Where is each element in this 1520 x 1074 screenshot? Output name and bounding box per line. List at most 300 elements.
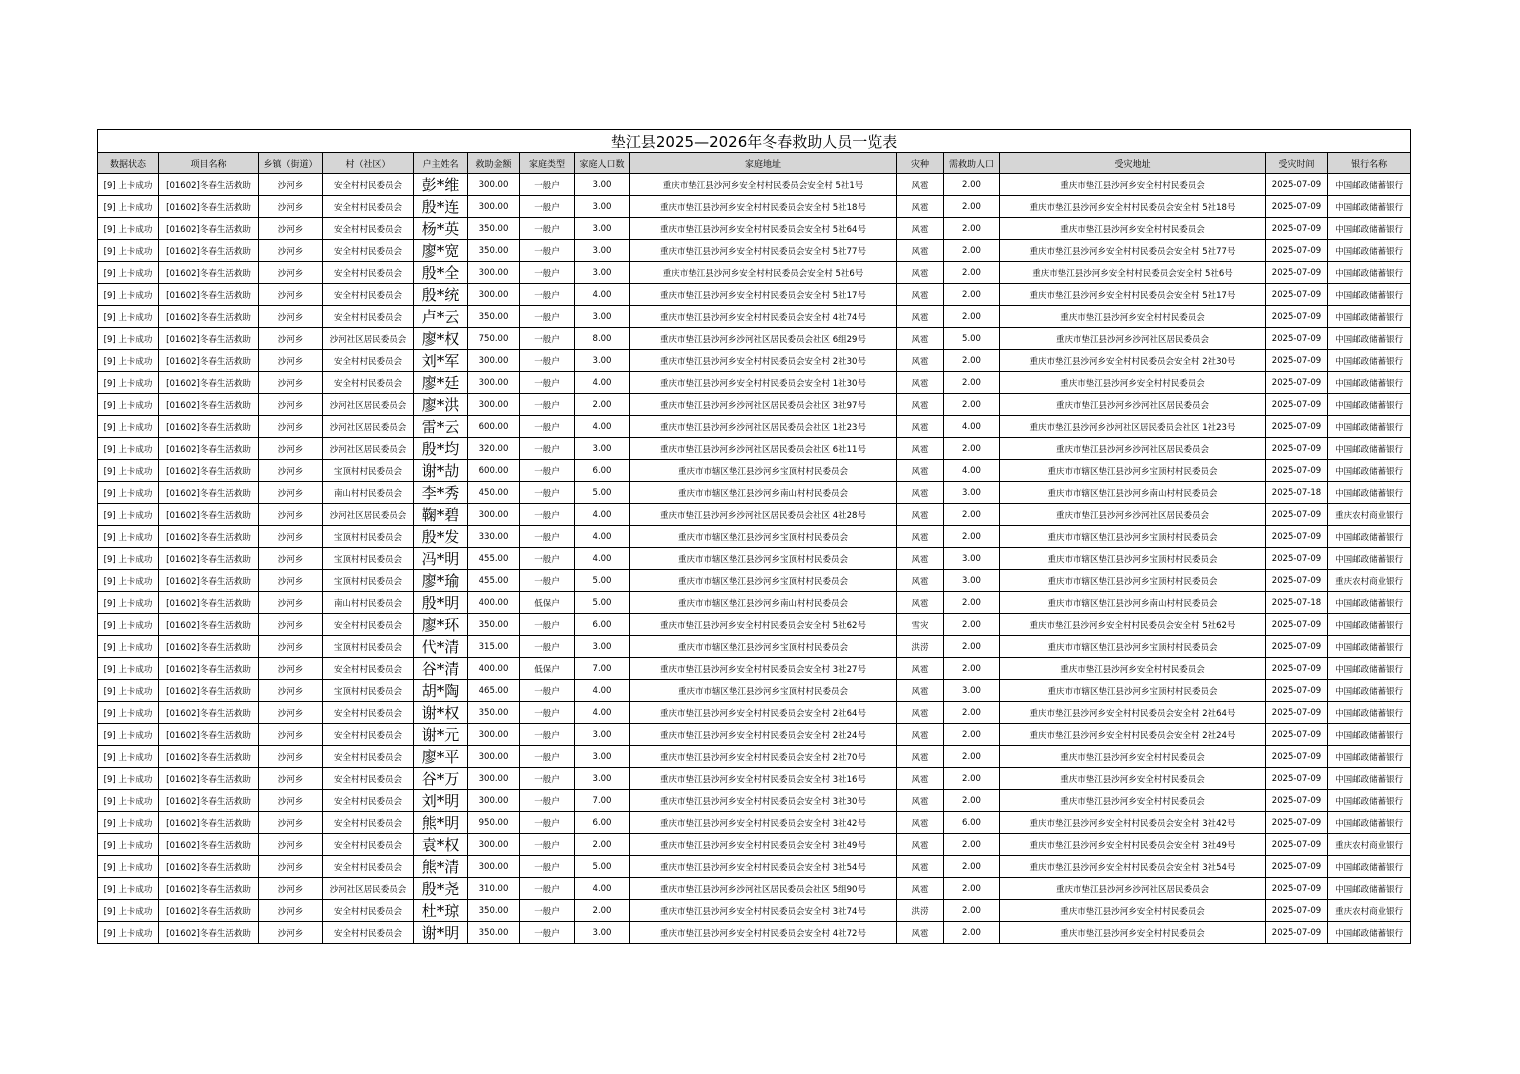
household-type-cell: 一般户 <box>520 328 575 350</box>
table-row <box>98 570 1411 592</box>
village-cell: 沙河社区居民委员会 <box>323 394 414 416</box>
project-cell: [01602]冬春生活救助 <box>159 834 259 856</box>
village-cell: 安全村村民委员会 <box>323 746 414 768</box>
household-size-cell: 3.00 <box>575 438 630 460</box>
bank-name-cell: 中国邮政储蓄银行 <box>1328 856 1411 878</box>
project-cell: [01602]冬春生活救助 <box>159 746 259 768</box>
status-cell: [9] 上卡成功 <box>98 328 159 350</box>
township-cell: 沙河乡 <box>259 900 323 922</box>
township-cell: 沙河乡 <box>259 416 323 438</box>
household-size-cell: 6.00 <box>575 812 630 834</box>
status-cell: [9] 上卡成功 <box>98 658 159 680</box>
table-row <box>98 218 1411 240</box>
household-size-cell: 2.00 <box>575 394 630 416</box>
disaster-date-cell: 2025-07-09 <box>1266 768 1328 790</box>
disaster-date-cell: 2025-07-09 <box>1266 196 1328 218</box>
aid-population-cell: 2.00 <box>944 834 1000 856</box>
household-type-cell: 一般户 <box>520 218 575 240</box>
village-cell: 沙河社区居民委员会 <box>323 504 414 526</box>
amount-cell: 300.00 <box>468 394 520 416</box>
home-address-cell: 重庆市垫江县沙河乡安全村村民委员会安全村 5社62号 <box>630 614 897 636</box>
disaster-type-cell: 雪灾 <box>897 614 944 636</box>
amount-cell: 300.00 <box>468 350 520 372</box>
status-cell: [9] 上卡成功 <box>98 636 159 658</box>
disaster-address-cell: 重庆市市辖区垫江县沙河乡宝顶村村民委员会 <box>1000 570 1266 592</box>
disaster-type-cell: 洪涝 <box>897 900 944 922</box>
township-cell: 沙河乡 <box>259 746 323 768</box>
aid-population-cell: 2.00 <box>944 394 1000 416</box>
village-cell: 沙河社区居民委员会 <box>323 328 414 350</box>
bank-name-cell: 中国邮政储蓄银行 <box>1328 724 1411 746</box>
aid-population-cell: 2.00 <box>944 262 1000 284</box>
table-row <box>98 680 1411 702</box>
amount-cell: 300.00 <box>468 196 520 218</box>
disaster-type-cell: 风雹 <box>897 790 944 812</box>
disaster-type-cell: 风雹 <box>897 526 944 548</box>
disaster-type-cell: 风雹 <box>897 284 944 306</box>
disaster-address-cell: 重庆市垫江县沙河乡沙河社区居民委员会 <box>1000 394 1266 416</box>
table-row <box>98 724 1411 746</box>
disaster-address-cell: 重庆市垫江县沙河乡沙河社区居民委员会社区 1社23号 <box>1000 416 1266 438</box>
bank-name-cell: 中国邮政储蓄银行 <box>1328 702 1411 724</box>
home-address-cell: 重庆市垫江县沙河乡安全村村民委员会安全村 3社54号 <box>630 856 897 878</box>
project-cell: [01602]冬春生活救助 <box>159 614 259 636</box>
project-cell: [01602]冬春生活救助 <box>159 240 259 262</box>
home-address-cell: 重庆市市辖区垫江县沙河乡宝顶村村民委员会 <box>630 526 897 548</box>
disaster-address-cell: 重庆市垫江县沙河乡安全村村民委员会安全村 5社62号 <box>1000 614 1266 636</box>
township-cell: 沙河乡 <box>259 878 323 900</box>
table-row <box>98 504 1411 526</box>
householder-name-cell: 杨*英 <box>414 218 468 240</box>
aid-population-cell: 2.00 <box>944 592 1000 614</box>
bank-name-cell: 中国邮政储蓄银行 <box>1328 526 1411 548</box>
household-size-cell: 3.00 <box>575 746 630 768</box>
aid-population-cell: 2.00 <box>944 702 1000 724</box>
household-type-cell: 一般户 <box>520 790 575 812</box>
disaster-date-cell: 2025-07-09 <box>1266 306 1328 328</box>
disaster-date-cell: 2025-07-09 <box>1266 416 1328 438</box>
project-cell: [01602]冬春生活救助 <box>159 416 259 438</box>
disaster-date-cell: 2025-07-09 <box>1266 746 1328 768</box>
household-size-cell: 2.00 <box>575 900 630 922</box>
household-type-cell: 一般户 <box>520 240 575 262</box>
table-row <box>98 328 1411 350</box>
column-header: 受灾地址 <box>1000 153 1266 174</box>
status-cell: [9] 上卡成功 <box>98 350 159 372</box>
householder-name-cell: 谢*元 <box>414 724 468 746</box>
project-cell: [01602]冬春生活救助 <box>159 856 259 878</box>
aid-population-cell: 2.00 <box>944 900 1000 922</box>
village-cell: 安全村村民委员会 <box>323 702 414 724</box>
home-address-cell: 重庆市市辖区垫江县沙河乡宝顶村村民委员会 <box>630 680 897 702</box>
household-type-cell: 一般户 <box>520 812 575 834</box>
amount-cell: 350.00 <box>468 922 520 944</box>
project-cell: [01602]冬春生活救助 <box>159 548 259 570</box>
status-cell: [9] 上卡成功 <box>98 812 159 834</box>
status-cell: [9] 上卡成功 <box>98 878 159 900</box>
home-address-cell: 重庆市垫江县沙河乡安全村村民委员会安全村 3社16号 <box>630 768 897 790</box>
household-size-cell: 3.00 <box>575 768 630 790</box>
amount-cell: 950.00 <box>468 812 520 834</box>
household-size-cell: 3.00 <box>575 636 630 658</box>
disaster-date-cell: 2025-07-09 <box>1266 724 1328 746</box>
disaster-address-cell: 重庆市垫江县沙河乡安全村村民委员会 <box>1000 372 1266 394</box>
household-size-cell: 3.00 <box>575 350 630 372</box>
table-row <box>98 372 1411 394</box>
status-cell: [9] 上卡成功 <box>98 724 159 746</box>
household-type-cell: 一般户 <box>520 174 575 196</box>
table-row <box>98 922 1411 944</box>
amount-cell: 300.00 <box>468 372 520 394</box>
township-cell: 沙河乡 <box>259 680 323 702</box>
aid-population-cell: 2.00 <box>944 306 1000 328</box>
status-cell: [9] 上卡成功 <box>98 394 159 416</box>
household-size-cell: 5.00 <box>575 570 630 592</box>
householder-name-cell: 谢*权 <box>414 702 468 724</box>
aid-population-cell: 2.00 <box>944 878 1000 900</box>
household-type-cell: 一般户 <box>520 680 575 702</box>
amount-cell: 350.00 <box>468 306 520 328</box>
column-header: 家庭人口数 <box>575 153 630 174</box>
bank-name-cell: 中国邮政储蓄银行 <box>1328 174 1411 196</box>
disaster-type-cell: 风雹 <box>897 570 944 592</box>
disaster-address-cell: 重庆市垫江县沙河乡沙河社区居民委员会 <box>1000 504 1266 526</box>
village-cell: 沙河社区居民委员会 <box>323 438 414 460</box>
village-cell: 安全村村民委员会 <box>323 350 414 372</box>
township-cell: 沙河乡 <box>259 592 323 614</box>
column-header: 家庭类型 <box>520 153 575 174</box>
table-row <box>98 878 1411 900</box>
household-type-cell: 一般户 <box>520 504 575 526</box>
disaster-address-cell: 重庆市垫江县沙河乡安全村村民委员会安全村 3社49号 <box>1000 834 1266 856</box>
householder-name-cell: 胡*陶 <box>414 680 468 702</box>
project-cell: [01602]冬春生活救助 <box>159 394 259 416</box>
village-cell: 宝顶村村民委员会 <box>323 460 414 482</box>
household-type-cell: 一般户 <box>520 570 575 592</box>
status-cell: [9] 上卡成功 <box>98 504 159 526</box>
disaster-date-cell: 2025-07-09 <box>1266 350 1328 372</box>
disaster-address-cell: 重庆市垫江县沙河乡安全村村民委员会安全村 3社54号 <box>1000 856 1266 878</box>
amount-cell: 600.00 <box>468 460 520 482</box>
table-row <box>98 526 1411 548</box>
disaster-address-cell: 重庆市市辖区垫江县沙河乡宝顶村村民委员会 <box>1000 680 1266 702</box>
household-type-cell: 一般户 <box>520 746 575 768</box>
home-address-cell: 重庆市垫江县沙河乡安全村村民委员会安全村 3社74号 <box>630 900 897 922</box>
disaster-address-cell: 重庆市垫江县沙河乡安全村村民委员会 <box>1000 658 1266 680</box>
household-size-cell: 7.00 <box>575 658 630 680</box>
amount-cell: 300.00 <box>468 174 520 196</box>
project-cell: [01602]冬春生活救助 <box>159 900 259 922</box>
bank-name-cell: 中国邮政储蓄银行 <box>1328 548 1411 570</box>
householder-name-cell: 袁*权 <box>414 834 468 856</box>
disaster-date-cell: 2025-07-09 <box>1266 526 1328 548</box>
bank-name-cell: 中国邮政储蓄银行 <box>1328 240 1411 262</box>
column-header: 乡镇（街道） <box>259 153 323 174</box>
column-header: 村（社区） <box>323 153 414 174</box>
disaster-type-cell: 风雹 <box>897 350 944 372</box>
household-type-cell: 一般户 <box>520 636 575 658</box>
household-size-cell: 5.00 <box>575 856 630 878</box>
disaster-address-cell: 重庆市市辖区垫江县沙河乡宝顶村村民委员会 <box>1000 460 1266 482</box>
status-cell: [9] 上卡成功 <box>98 416 159 438</box>
bank-name-cell: 中国邮政储蓄银行 <box>1328 812 1411 834</box>
home-address-cell: 重庆市市辖区垫江县沙河乡宝顶村村民委员会 <box>630 570 897 592</box>
table-row <box>98 394 1411 416</box>
disaster-type-cell: 风雹 <box>897 394 944 416</box>
status-cell: [9] 上卡成功 <box>98 262 159 284</box>
table-row <box>98 306 1411 328</box>
home-address-cell: 重庆市市辖区垫江县沙河乡南山村村民委员会 <box>630 592 897 614</box>
household-type-cell: 一般户 <box>520 526 575 548</box>
disaster-date-cell: 2025-07-09 <box>1266 460 1328 482</box>
table-row <box>98 856 1411 878</box>
village-cell: 宝顶村村民委员会 <box>323 636 414 658</box>
disaster-address-cell: 重庆市市辖区垫江县沙河乡宝顶村村民委员会 <box>1000 526 1266 548</box>
table-row <box>98 262 1411 284</box>
disaster-date-cell: 2025-07-09 <box>1266 790 1328 812</box>
village-cell: 安全村村民委员会 <box>323 790 414 812</box>
disaster-address-cell: 重庆市垫江县沙河乡安全村村民委员会 <box>1000 790 1266 812</box>
project-cell: [01602]冬春生活救助 <box>159 636 259 658</box>
aid-population-cell: 2.00 <box>944 284 1000 306</box>
village-cell: 安全村村民委员会 <box>323 372 414 394</box>
household-size-cell: 4.00 <box>575 416 630 438</box>
disaster-type-cell: 风雹 <box>897 834 944 856</box>
aid-population-cell: 2.00 <box>944 922 1000 944</box>
disaster-address-cell: 重庆市市辖区垫江县沙河乡宝顶村村民委员会 <box>1000 548 1266 570</box>
disaster-type-cell: 风雹 <box>897 548 944 570</box>
township-cell: 沙河乡 <box>259 196 323 218</box>
home-address-cell: 重庆市垫江县沙河乡沙河社区居民委员会社区 5组90号 <box>630 878 897 900</box>
disaster-date-cell: 2025-07-09 <box>1266 570 1328 592</box>
household-size-cell: 5.00 <box>575 482 630 504</box>
project-cell: [01602]冬春生活救助 <box>159 438 259 460</box>
disaster-date-cell: 2025-07-09 <box>1266 328 1328 350</box>
column-header: 需救助人口 <box>944 153 1000 174</box>
table-row <box>98 790 1411 812</box>
aid-population-cell: 2.00 <box>944 196 1000 218</box>
disaster-date-cell: 2025-07-09 <box>1266 636 1328 658</box>
amount-cell: 450.00 <box>468 482 520 504</box>
project-cell: [01602]冬春生活救助 <box>159 526 259 548</box>
column-header: 家庭地址 <box>630 153 897 174</box>
household-type-cell: 一般户 <box>520 834 575 856</box>
disaster-type-cell: 风雹 <box>897 328 944 350</box>
disaster-address-cell: 重庆市垫江县沙河乡安全村村民委员会安全村 5社17号 <box>1000 284 1266 306</box>
township-cell: 沙河乡 <box>259 614 323 636</box>
table-row <box>98 636 1411 658</box>
column-header: 项目名称 <box>159 153 259 174</box>
disaster-date-cell: 2025-07-09 <box>1266 548 1328 570</box>
table-row <box>98 350 1411 372</box>
amount-cell: 350.00 <box>468 702 520 724</box>
aid-population-cell: 2.00 <box>944 350 1000 372</box>
household-type-cell: 一般户 <box>520 768 575 790</box>
home-address-cell: 重庆市垫江县沙河乡安全村村民委员会安全村 2社30号 <box>630 350 897 372</box>
village-cell: 南山村村民委员会 <box>323 592 414 614</box>
bank-name-cell: 中国邮政储蓄银行 <box>1328 306 1411 328</box>
householder-name-cell: 廖*宽 <box>414 240 468 262</box>
bank-name-cell: 中国邮政储蓄银行 <box>1328 284 1411 306</box>
table-row <box>98 460 1411 482</box>
householder-name-cell: 谷*万 <box>414 768 468 790</box>
household-size-cell: 3.00 <box>575 306 630 328</box>
disaster-address-cell: 重庆市垫江县沙河乡安全村村民委员会安全村 2社30号 <box>1000 350 1266 372</box>
aid-population-cell: 2.00 <box>944 724 1000 746</box>
disaster-date-cell: 2025-07-09 <box>1266 218 1328 240</box>
village-cell: 安全村村民委员会 <box>323 306 414 328</box>
status-cell: [9] 上卡成功 <box>98 174 159 196</box>
disaster-type-cell: 风雹 <box>897 372 944 394</box>
aid-population-cell: 5.00 <box>944 328 1000 350</box>
householder-name-cell: 廖*洪 <box>414 394 468 416</box>
relief-roster-table <box>97 129 1411 944</box>
home-address-cell: 重庆市垫江县沙河乡安全村村民委员会安全村 5社18号 <box>630 196 897 218</box>
household-type-cell: 一般户 <box>520 394 575 416</box>
table-row <box>98 174 1411 196</box>
project-cell: [01602]冬春生活救助 <box>159 504 259 526</box>
household-type-cell: 一般户 <box>520 922 575 944</box>
amount-cell: 300.00 <box>468 746 520 768</box>
household-size-cell: 4.00 <box>575 284 630 306</box>
disaster-type-cell: 风雹 <box>897 240 944 262</box>
village-cell: 宝顶村村民委员会 <box>323 680 414 702</box>
bank-name-cell: 中国邮政储蓄银行 <box>1328 658 1411 680</box>
amount-cell: 600.00 <box>468 416 520 438</box>
township-cell: 沙河乡 <box>259 526 323 548</box>
home-address-cell: 重庆市垫江县沙河乡安全村村民委员会安全村 3社27号 <box>630 658 897 680</box>
table-row <box>98 548 1411 570</box>
township-cell: 沙河乡 <box>259 548 323 570</box>
disaster-type-cell: 风雹 <box>897 768 944 790</box>
status-cell: [9] 上卡成功 <box>98 460 159 482</box>
householder-name-cell: 代*清 <box>414 636 468 658</box>
status-cell: [9] 上卡成功 <box>98 218 159 240</box>
disaster-type-cell: 风雹 <box>897 438 944 460</box>
disaster-type-cell: 风雹 <box>897 218 944 240</box>
village-cell: 安全村村民委员会 <box>323 196 414 218</box>
household-type-cell: 一般户 <box>520 900 575 922</box>
disaster-type-cell: 风雹 <box>897 680 944 702</box>
bank-name-cell: 中国邮政储蓄银行 <box>1328 262 1411 284</box>
disaster-address-cell: 重庆市垫江县沙河乡安全村村民委员会 <box>1000 768 1266 790</box>
status-cell: [9] 上卡成功 <box>98 548 159 570</box>
village-cell: 宝顶村村民委员会 <box>323 570 414 592</box>
township-cell: 沙河乡 <box>259 438 323 460</box>
householder-name-cell: 刘*明 <box>414 790 468 812</box>
household-size-cell: 6.00 <box>575 460 630 482</box>
household-size-cell: 5.00 <box>575 592 630 614</box>
aid-population-cell: 3.00 <box>944 680 1000 702</box>
amount-cell: 400.00 <box>468 658 520 680</box>
householder-name-cell: 殷*尧 <box>414 878 468 900</box>
bank-name-cell: 中国邮政储蓄银行 <box>1328 592 1411 614</box>
disaster-address-cell: 重庆市垫江县沙河乡安全村村民委员会 <box>1000 922 1266 944</box>
household-size-cell: 3.00 <box>575 240 630 262</box>
column-header: 灾种 <box>897 153 944 174</box>
householder-name-cell: 廖*权 <box>414 328 468 350</box>
householder-name-cell: 殷*均 <box>414 438 468 460</box>
household-type-cell: 一般户 <box>520 262 575 284</box>
table-row <box>98 284 1411 306</box>
disaster-type-cell: 风雹 <box>897 504 944 526</box>
aid-population-cell: 3.00 <box>944 548 1000 570</box>
bank-name-cell: 中国邮政储蓄银行 <box>1328 350 1411 372</box>
bank-name-cell: 中国邮政储蓄银行 <box>1328 372 1411 394</box>
household-size-cell: 3.00 <box>575 922 630 944</box>
township-cell: 沙河乡 <box>259 922 323 944</box>
householder-name-cell: 鞠*碧 <box>414 504 468 526</box>
township-cell: 沙河乡 <box>259 460 323 482</box>
disaster-address-cell: 重庆市垫江县沙河乡沙河社区居民委员会 <box>1000 438 1266 460</box>
village-cell: 安全村村民委员会 <box>323 834 414 856</box>
township-cell: 沙河乡 <box>259 174 323 196</box>
village-cell: 安全村村民委员会 <box>323 240 414 262</box>
project-cell: [01602]冬春生活救助 <box>159 702 259 724</box>
disaster-date-cell: 2025-07-18 <box>1266 592 1328 614</box>
householder-name-cell: 廖*廷 <box>414 372 468 394</box>
amount-cell: 300.00 <box>468 768 520 790</box>
disaster-type-cell: 风雹 <box>897 658 944 680</box>
village-cell: 安全村村民委员会 <box>323 174 414 196</box>
disaster-address-cell: 重庆市垫江县沙河乡安全村村民委员会 <box>1000 900 1266 922</box>
disaster-date-cell: 2025-07-09 <box>1266 702 1328 724</box>
bank-name-cell: 中国邮政储蓄银行 <box>1328 218 1411 240</box>
township-cell: 沙河乡 <box>259 834 323 856</box>
disaster-type-cell: 风雹 <box>897 878 944 900</box>
status-cell: [9] 上卡成功 <box>98 680 159 702</box>
household-type-cell: 低保户 <box>520 658 575 680</box>
amount-cell: 455.00 <box>468 570 520 592</box>
project-cell: [01602]冬春生活救助 <box>159 482 259 504</box>
amount-cell: 330.00 <box>468 526 520 548</box>
aid-population-cell: 2.00 <box>944 658 1000 680</box>
aid-population-cell: 6.00 <box>944 812 1000 834</box>
project-cell: [01602]冬春生活救助 <box>159 680 259 702</box>
disaster-date-cell: 2025-07-09 <box>1266 680 1328 702</box>
aid-population-cell: 2.00 <box>944 504 1000 526</box>
status-cell: [9] 上卡成功 <box>98 240 159 262</box>
disaster-date-cell: 2025-07-09 <box>1266 284 1328 306</box>
disaster-type-cell: 风雹 <box>897 812 944 834</box>
disaster-type-cell: 风雹 <box>897 460 944 482</box>
table-row <box>98 812 1411 834</box>
aid-population-cell: 2.00 <box>944 372 1000 394</box>
township-cell: 沙河乡 <box>259 504 323 526</box>
column-header: 救助金额 <box>468 153 520 174</box>
project-cell: [01602]冬春生活救助 <box>159 196 259 218</box>
disaster-date-cell: 2025-07-09 <box>1266 614 1328 636</box>
amount-cell: 320.00 <box>468 438 520 460</box>
disaster-type-cell: 风雹 <box>897 416 944 438</box>
household-size-cell: 4.00 <box>575 680 630 702</box>
disaster-date-cell: 2025-07-09 <box>1266 900 1328 922</box>
disaster-type-cell: 风雹 <box>897 306 944 328</box>
home-address-cell: 重庆市垫江县沙河乡沙河社区居民委员会社区 1社23号 <box>630 416 897 438</box>
township-cell: 沙河乡 <box>259 218 323 240</box>
status-cell: [9] 上卡成功 <box>98 922 159 944</box>
home-address-cell: 重庆市垫江县沙河乡安全村村民委员会安全村 3社42号 <box>630 812 897 834</box>
home-address-cell: 重庆市垫江县沙河乡安全村村民委员会安全村 2社24号 <box>630 724 897 746</box>
township-cell: 沙河乡 <box>259 702 323 724</box>
aid-population-cell: 2.00 <box>944 526 1000 548</box>
status-cell: [9] 上卡成功 <box>98 284 159 306</box>
household-size-cell: 6.00 <box>575 614 630 636</box>
household-size-cell: 4.00 <box>575 372 630 394</box>
village-cell: 安全村村民委员会 <box>323 768 414 790</box>
project-cell: [01602]冬春生活救助 <box>159 768 259 790</box>
disaster-date-cell: 2025-07-09 <box>1266 240 1328 262</box>
